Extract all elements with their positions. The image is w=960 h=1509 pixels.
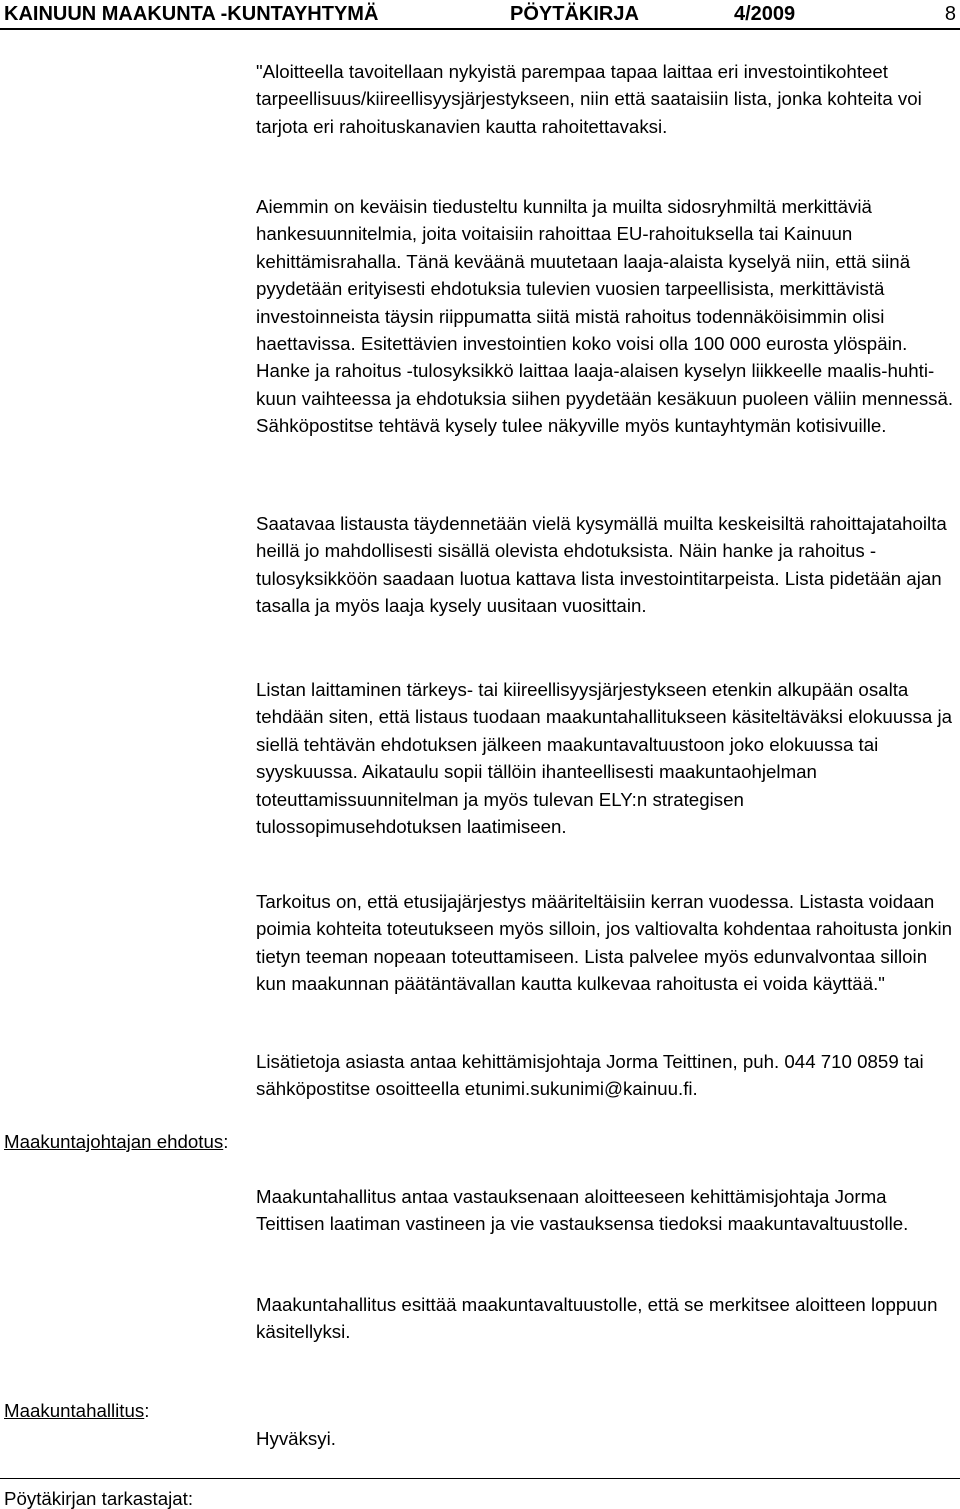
paragraph-decision: Hyväksyi. (256, 1428, 336, 1449)
paragraph-listing-supplement: Saatavaa listausta täydennetään vielä kysymällä muilta keskeisiltä rahoittajatahoilta heillä jo mahdollisesti sisällä olevista ehdotuksista. Näin hanke ja rahoitus -tulosyksikköön saadaan luotua kattava lista investointitarpeista. Lista pidetään ajan tasalla ja myös laaja kysely uusitaan vuosittain. (256, 513, 947, 617)
board-label (4, 1397, 149, 1424)
proposal-label-colon: : (223, 1131, 229, 1152)
board-label-colon: : (144, 1400, 150, 1421)
proposal-label (4, 1128, 228, 1155)
organization-name: KAINUUN MAAKUNTA -KUNTAYHTYMÄ (4, 3, 379, 25)
paragraph-priority-order: Listan laittaminen tärkeys- tai kiireellisyysjärjestykseen etenkin alkupään osalta tehdään siten, että listaus tuodaan maakuntahallitukseen käsiteltäväksi elokuussa ja siellä tehtävän ehdotuksen jälkeen maakuntavaltuustoon joko elokuussa tai syyskuussa. Aikataulu sopii tällöin ihanteellisesti maakuntaohjelman toteuttamissuunnitelman ja myös tulevan ELY:n strategisen tulossopimusehdotuksen laatimiseen. (256, 679, 953, 838)
paragraph-board-proposal: Maakuntahallitus esittää maakuntavaltuustolle, että se merkitsee aloitteen loppuun käsitellyksi. (256, 1294, 938, 1343)
paragraph-contact-info: Lisätietoja asiasta antaa kehittämisjohtaja Jorma Teittinen, puh. 044 710 0859 tai sähköpostitse osoitteella etunimi.sukunimi@kainuu.fi. (256, 1051, 924, 1100)
document-type: PÖYTÄKIRJA (510, 3, 639, 25)
paragraph-previous-practice: Aiemmin on keväisin tiedusteltu kunnilta ja muilta sidosryhmiltä merkittäviä hankesuunnitelmia, joita voitaisiin rahoittaa EU-rahoituksella tai Kainuun kehittämisrahalla. Tänä keväänä muutetaan laaja-alaista kyselyä niin, että siinä pyydetään erityisesti ehdotuksia tulevien vuosien tarpeellisista, merkittävistä investoinneista täysin riippumatta siitä mistä rahoitus todennäköisimmin olisi haettavissa. Esitettävien investointien koko voisi olla 100 000 eurosta ylöspäin. Hanke ja rahoitus -tulosyksikkö laittaa laaja-alaisen kyselyn liikkeelle maalis-huhtikuun vaihteessa ja ehdotuksia siihen pyydetään kesäkuun puoleen väliin mennessä. Sähköpostitse tehtävä kysely tulee näkyville myös kuntayhtymän kotisivuille. (256, 196, 954, 437)
paragraph-proposal: Maakuntahallitus antaa vastauksenaan aloitteeseen kehittämisjohtaja Jorma Teittisen laatiman vastineen ja vie vastauksensa tiedoksi maakuntavaltuustolle. (256, 1186, 909, 1235)
document-header (0, 0, 960, 30)
footer-divider (0, 1478, 960, 1479)
proposal-label-text: Maakuntajohtajan ehdotus (4, 1131, 224, 1152)
page-number: 8 (944, 3, 956, 25)
minutes-reviewers-label: Pöytäkirjan tarkastajat: (4, 1488, 194, 1509)
paragraph-purpose: Tarkoitus on, että etusijajärjestys määriteltäisiin kerran vuodessa. Listasta voidaan poimia kohteita toteutukseen myös silloin, jos valtiovalta kohdentaa rahoitusta jonkin tietyn teeman nopeaan toteuttamiseen. Lista palvelee myös edunvalvontaa silloin kun maakunnan päätäntävallan kautta kulkevaa rahoitusta ei voida käyttää." (256, 891, 952, 995)
paragraph-initiative-quote: "Aloitteella tavoitellaan nykyistä parempaa tapaa laittaa eri investointikohteet tarpeellisuus/kiireellisyysjärjestykseen, niin että saataisiin lista, jonka kohteita voi tarjota eri rahoituskanavien kautta rahoitettavaksi. (256, 61, 922, 137)
board-label-text: Maakuntahallitus (4, 1400, 145, 1421)
document-number: 4/2009 (734, 3, 796, 25)
